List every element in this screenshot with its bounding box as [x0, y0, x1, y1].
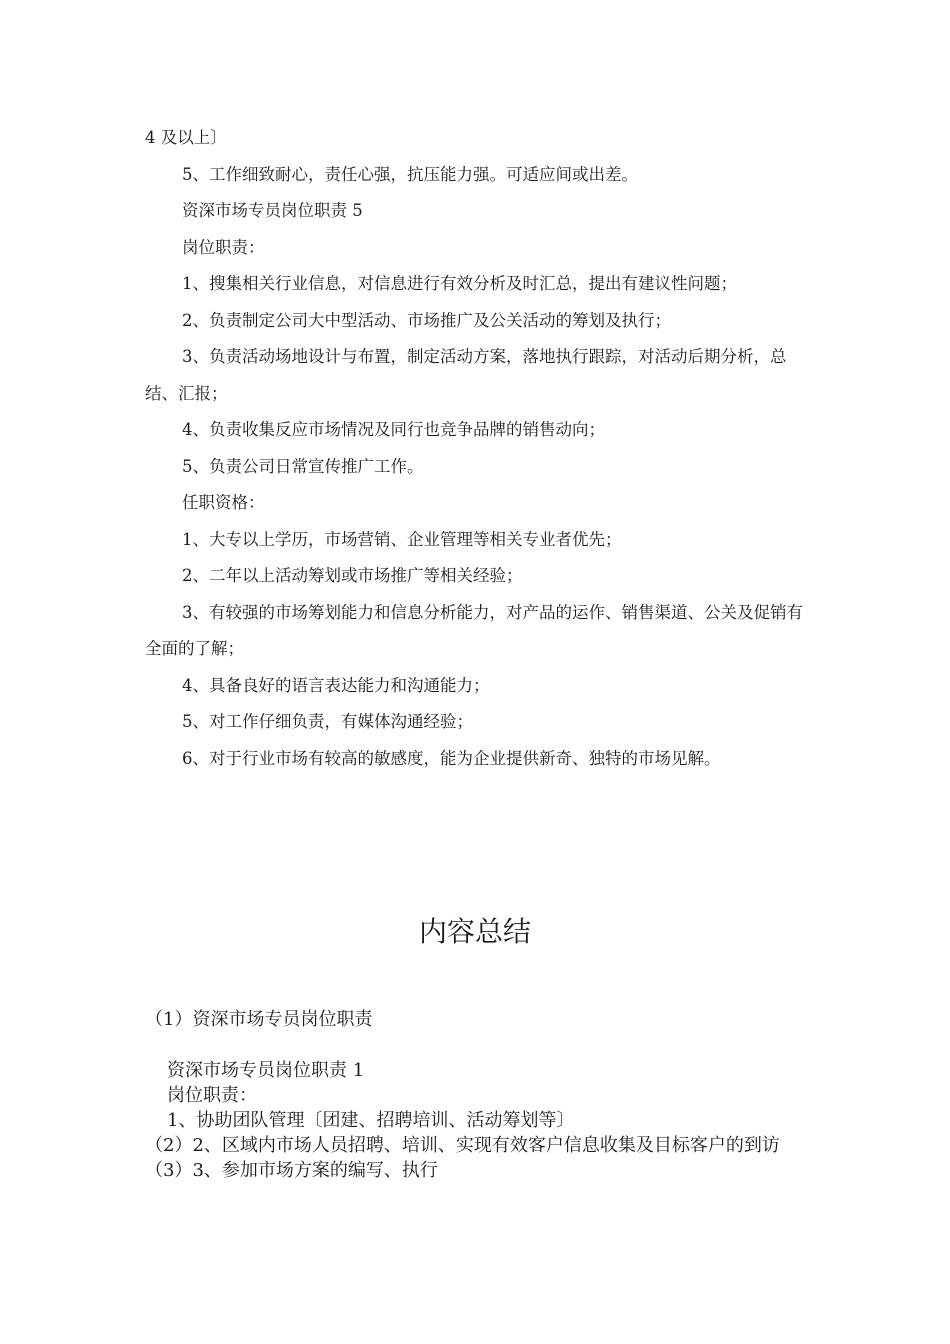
summary-line: （3）3、参加市场方案的编写、执行 [145, 1160, 438, 1181]
list-item: 2、二年以上活动筹划或市场推广等相关经验； [182, 566, 523, 585]
summary-section [145, 1005, 810, 1183]
summary-heading: （1）资深市场专员岗位职责 [145, 1009, 373, 1030]
paragraph: 5、工作细致耐心，责任心强，抗压能力强。可适应间或出差。 [182, 164, 638, 184]
summary-title: 内容总结 [418, 915, 531, 948]
summary-line: 岗位职责： [167, 1085, 257, 1106]
paragraph: 4 及以上〕 [145, 128, 227, 147]
summary-line: （2）2、区域内市场人员招聘、培训、实现有效客户信息收集及目标客户的到访 [145, 1135, 780, 1156]
list-item: 2、负责制定公司大中型活动、市场推广及公关活动的筹划及执行； [182, 310, 671, 330]
list-item: 5、负责公司日常宣传推广工作。 [182, 456, 424, 476]
summary-line: 1、协助团队管理〔团建、招聘培训、活动筹划等〕 [167, 1110, 575, 1131]
subsection-label: 任职资格： [182, 493, 265, 512]
list-item: 1、搜集相关行业信息，对信息进行有效分析及时汇总，提出有建议性问题； [182, 274, 737, 293]
summary-line: 资深市场专员岗位职责 1 [167, 1060, 365, 1081]
list-item: 1、大专以上学历，市场营销、企业管理等相关专业者优先； [182, 529, 622, 549]
list-item: 3、负责活动场地设计与布置，制定活动方案，落地执行跟踪，对活动后期分析，总结、汇报； [145, 347, 787, 403]
list-item: 3、有较强的市场筹划能力和信息分析能力，对产品的运作、销售渠道、公关及促销有全面的了解； [145, 602, 803, 658]
list-item: 6、对于行业市场有较高的敏感度，能为企业提供新奇、独特的市场见解。 [182, 748, 721, 768]
list-item: 4、具备良好的语言表达能力和沟通能力； [182, 675, 490, 695]
body-text [145, 120, 810, 777]
section-heading: 资深市场专员岗位职责 5 [182, 201, 363, 220]
list-item: 5、对工作仔细负责，有媒体沟通经验； [182, 712, 473, 731]
list-item: 4、负责收集反应市场情况及同行也竞争品牌的销售动向； [182, 420, 605, 439]
summary-lines [145, 1058, 810, 1183]
subsection-label: 岗位职责： [182, 237, 265, 257]
